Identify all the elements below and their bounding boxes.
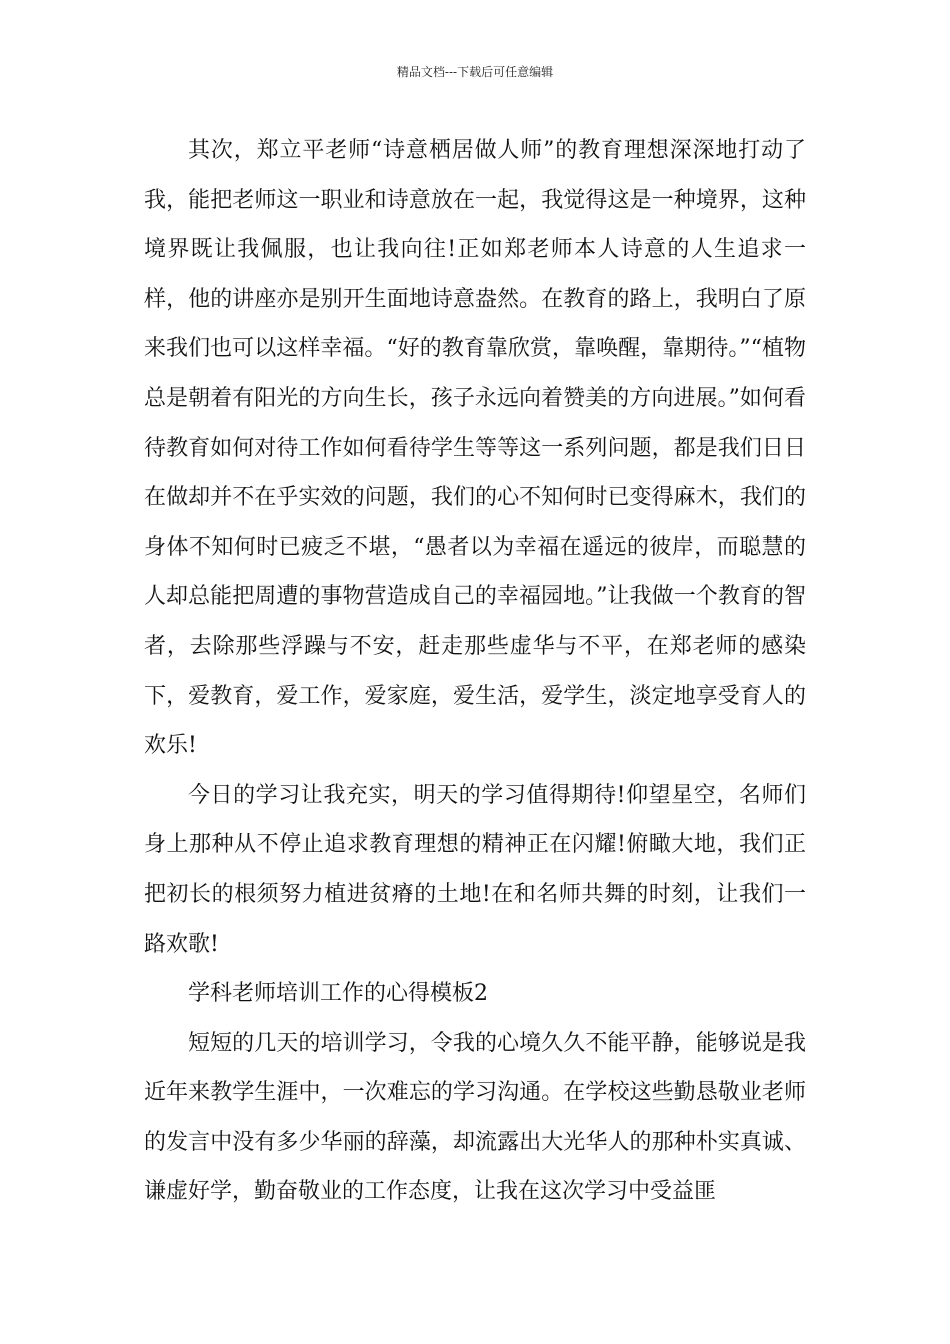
- page-header: 精品文档---下载后可任意编辑: [396, 65, 554, 79]
- paragraph-2: 今日的学习让我充实，明天的学习值得期待!仰望星空，名师们身上那种从不停止追求教育理想的精神正在闪耀!俯瞰大地，我们正把初长的根须努力植进贫瘠的土地!在和名师共舞的时刻，让我们一路欢歌!: [144, 782, 806, 957]
- document-body: [144, 126, 806, 1217]
- paragraph-3: 短短的几天的培训学习，令我的心境久久不能平静，能够说是我近年来教学生涯中，一次难忘的学习沟通。在学校这些勤恳敬业老师的发言中没有多少华丽的辞藻，却流露出大光华人的那种朴实真诚、谦虚好学，勤奋敬业的工作态度，让我在这次学习中受益匪: [144, 1030, 806, 1205]
- paragraph-1: 其次，郑立平老师“诗意栖居做人师”的教育理想深深地打动了我，能把老师这一职业和诗意放在一起，我觉得这是一种境界，这种境界既让我佩服，也让我向往!正如郑老师本人诗意的人生追求一样，他的讲座亦是别开生面地诗意盎然。在教育的路上，我明白了原来我们也可以这样幸福。“好的教育靠欣赏，靠唤醒，靠期待。”“植物总是朝着有阳光的方向生长，孩子永远向着赞美的方向进展。”如何看待教育如何对待工作如何看待学生等等这一系列问题，都是我们日日在做却并不在乎实效的问题，我们的心不知何时已变得麻木，我们的身体不知何时已疲乏不堪，“愚者以为幸福在遥远的彼岸，而聪慧的人却总能把周遭的事物营造成自己的幸福园地。”让我做一个教育的智者，去除那些浮躁与不安，赶走那些虚华与不平，在郑老师的感染下，爱教育，爱工作，爱家庭，爱生活，爱学生，淡定地享受育人的欢乐!: [144, 138, 806, 759]
- section-title: 学科老师培训工作的心得模板2: [188, 981, 488, 1007]
